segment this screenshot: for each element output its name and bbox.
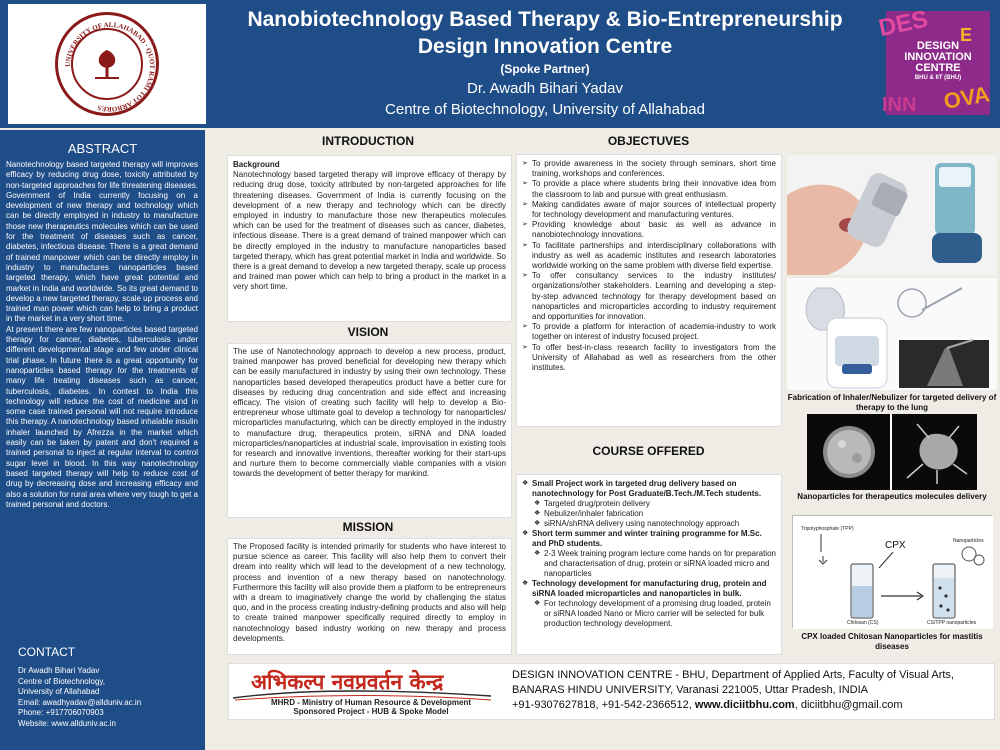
objective-item: ➢ To facilitate partnerships and interdisciplinary collaborations with industry as well as academic institutes and research laboratories worldwide working on the same problem with diverse field expertise. [522,241,776,272]
introduction-text: Nanotechnology based targeted therapy will improve efficacy of therapy by reducing drug dose, toxicity attributed by non-targeted approaches for life threatening diseases. Government of India is currently focusing on the development of a new therapy and technology which can be directly employed in industry to manufacture those new therapeutics molecules which can be used for the treatment of diseases such as cancer, diabetes, infectious disease. There is a great demand of trained manpower which can be directly employed in the industry to manufacture nanoparticles based targeted therapy, which has great potential market in India and worldwide. So there is a great demand to develop a new targeted therapy, scale up process and trained man power which can help to bring a product in the market in a very short time. [233,170,506,292]
course-title: COURSE OFFERED [592,444,705,458]
objective-item: ➢ To offer consultancy services to the industry institutes/ organizations/other stakeholders. Learning and developing a step-by-step advanced technology for therapy development based on nanoparticles and microparticles according to industry requirement and opportunities for innovation. [522,271,776,322]
mhrd-line2: Sponsored Project - HUB & Spoke Model [293,707,449,716]
micrograph-illustration [807,414,977,490]
contact-title: CONTACT [18,645,76,659]
mission-title: MISSION [342,520,394,534]
svg-text:INN: INN [882,94,917,116]
cpx-label: CPX [885,540,906,551]
inhaler-illustration [787,155,997,275]
abstract-title: ABSTRACT [67,141,138,156]
objective-item: ➢ Making candidates aware of major sources of intellectual property for technology development and manufacturing ventures. [522,200,776,220]
footer-website-link[interactable]: www.diciitbhu.com [694,699,795,711]
chitosan-label: Chitosan (CS) [847,620,879,626]
left-column [0,130,205,750]
vision-panel [227,343,512,518]
course-subitem: ❖ 2-3 Week training program lecture come hands on for preparation and characterisation of drug, protein or siRNA loaded micro and nanoparticles [522,549,776,579]
poster-subtitle: Design Innovation Centre [417,35,673,58]
course-item: ❖ Short term summer and winter training programme for M.Sc. and PhD students. [522,529,776,549]
university-logo [8,4,206,124]
footer-panel [228,663,995,720]
dic-logo-line3: CENTRE [915,62,961,74]
contact-centre: Centre of Biotechnology, [18,676,106,686]
cpx-chitosan-diagram [792,515,992,628]
tpp-label: Tripolyphosphate (TPP) [801,526,854,532]
introduction-title: INTRODUCTION [322,134,414,148]
dic-address [512,668,992,713]
spoke-partner-label: (Spoke Partner) [500,62,590,76]
abstract-paragraph-2: At present there are few nanoparticles based targeted therapy for cancer, diabetes, tuberculosis under different developmental stage and few under clinical trial phase. In future there is a great opportunity for nanoparticles based therapy for the treatments of many life treating diseases such as cancer, tuberculosis, diabetes. In contest to India this technology will reduce the cost of medicine and in some case trained personal will not require introduce this therapy. A nanotechnology based inhalable insulin inhaler launched by Afrezza in the market which easily can be taken by patent and don't required a trained personal to inject at regular interval to control sugar level in blood. In this way nanotechnology based targeted therapy will help to reduce cost of drug by decreasing dose and increasing efficacy and also a solution for rural area where very tough to get a trained personal and doctors. [6,324,198,509]
svg-text:UNIVERSITY OF ALLAHABAD · QUOT [64,21,156,113]
course-subitem: ❖ For technology development of a promising drug loaded, protein or siRNA loaded Nano or Micro carrier will be selected for bulk production technology development. [522,599,776,629]
inhaler-caption: Fabrication of Inhaler/Nebulizer for targeted delivery of therapy to the lung [787,393,997,412]
introduction-panel [227,155,512,322]
objectives-title: OBJECTUVES [607,134,690,148]
abstract-text [6,160,198,510]
objective-item: ➢ Providing knowledge about basic as well as advance in nanobiotechnology innovations. [522,220,776,240]
chitosan-process-diagram [793,516,993,629]
contact-details [18,666,141,730]
inhaler-photo [787,155,997,275]
abstract-paragraph-1: Nanotechnology based targeted therapy will improves efficacy by reducing drug dose, toxicity attributed by non-targeted approaches for life threatening diseases. Government of India currently focusing on a development of new therapy and technology which can be directly employed in industry to manufacture those new therapeutics molecules which can be used for the treatment of diseases such as cancer, diabetes, infectious disease. There is a great demand of trained manpower which can be directly employ in industry to manufactures nanoparticles based targeted therapy, which have great potential and market in India and worldwide. So its great demand to develop a new targeted therapy, scale up process and trained man power which can help to bring a product in the market in a very short time. [6,160,198,324]
nanoparticles-caption: Nanoparticles for therapeutics molecules delivery [797,492,987,501]
author-department: Centre of Biotechnology, University of Allahabad [385,101,705,118]
objectives-panel [516,154,782,427]
dic-logo-line1: DESIGN [916,40,960,52]
nanoparticle-micrograph [807,414,977,490]
mhrd-sponsor [251,698,491,716]
contact-university: University of Allahabad [18,687,100,697]
introduction-subheading: Background [233,160,280,169]
contact-website[interactable]: Website: www.allduniv.ac.in [18,718,116,728]
objective-item: ➢ To offer best-in-class research facility to investigators from the University of Allahabad as well as researchers from the other institutes. [522,343,776,374]
dic-logo [876,5,992,116]
svg-text:E: E [960,25,973,45]
nanoparticles-label: Nanoparticles [953,538,984,544]
course-subitem: ❖ siRNA/shRNA delivery using nanotechnology approach [522,519,776,529]
poster-header [0,0,1000,128]
chitosan-caption: CPX loaded Chitosan Nanoparticles for mastitis diseases [801,632,983,651]
address-line3 [512,698,992,713]
introduction-body [233,160,506,293]
course-item: ❖ Small Project work in targeted drug delivery based on nanotechnology for Post Graduate/B.Tech./M.Tech students. [522,479,776,499]
seal-ring [58,15,162,119]
dic-logo-sub: BHU & IIT (BHU) [914,75,962,81]
course-panel [516,474,782,655]
university-seal [55,12,159,116]
course-subitem: ❖ Targeted drug/protein delivery [522,499,776,509]
author-name: Dr. Awadh Bihari Yadav [467,80,623,97]
dic-logo-line2: INNOVATION [904,51,972,63]
header-titles [215,6,875,124]
objective-item: ➢ To provide a place where students bring their innovative idea from the classroom to lab and pursue with great enthusiasm. [522,179,776,199]
mhrd-line1: MHRD - Ministry of Human Resource & Development [270,698,472,707]
course-subitem: ❖ Nebulizer/inhaler fabrication [522,509,776,519]
nebulizer-photo [787,278,997,390]
dic-logo-text [886,41,990,83]
vision-title: VISION [347,325,389,339]
contact-email[interactable]: Email: awadhyadav@allduniv.ac.in [18,697,142,707]
svg-text:DES: DES [876,5,931,43]
dic-hindi-name: अभिकल्प नवप्रवर्तन केन्द्र [251,670,444,694]
contact-phone: Phone: +917706070903 [18,708,104,718]
mission-text: The Proposed facility is intended primarily for students who have interest to pursue science as career. This facility will also help them to convert their dream into reality which will lead to the development of a new technology, process and invention of a new therapy based on nanotechnology. Furthermore this facility will also provide them a platform to be entrepreneurs with a dream to imaginatively change the world by challenging the status quo, and in the process creating industry-defining products and also will help to create trained manpower specifically required directly to employ in nanotechnology based industry working on new therapy and process developments. [233,542,506,643]
footer-email[interactable]: , diciitbhu@gmail.com [794,699,903,711]
nebulizer-illustration [787,278,997,390]
course-item: ❖ Technology development for manufacturing drug, protein and siRNA loaded microparticles and nanoparticles in bulk. [522,579,776,599]
objective-item: ➢ To provide a platform for interaction of academia-industry to work together on interest of industry focused project. [522,322,776,342]
objectives-list [522,159,776,373]
vision-text: The use of Nanotechnology approach to develop a new process, product, trained manpower has proved beneficial for developing new therapy which can be easily manufactured in industry by using their own technology. These nanoparticles based developed therapeutics product have a better cure for diseases by reducing drug concentration and side effect and increasing efficacy. The vision of creating such facility will help to develop a Bio-entrepreneur whose ultimate goal to develop a technology for nanoparticles/ microparticles manufacturing, which can be directly employed in the industry to manufacture drug, therapeutics protein, siRNA and DNA loaded microparticles/nanoparticles at industrial scale, improvisation in existing tools for research and innovative inventions, thereafter working for their start-ups and nurture them to become commercially viable companies with a vision towards the development of better therapy for mankind. [233,347,506,479]
mission-panel [227,538,512,655]
objective-item: ➢ To provide awareness in the society through seminars, short time training, workshops and conferences. [522,159,776,179]
address-line2: BANARAS HINDU UNIVERSITY, Varanasi 221005, Uttar Pradesh, INDIA [512,684,869,696]
poster-title: Nanobiotechnology Based Therapy & Bio-Entrepreneurship [247,8,843,31]
svg-text:OVA: OVA [941,81,992,114]
cs-tpp-label: CS/TPP nanoparticles [927,620,977,626]
contact-name: Dr Awadh Bihari Yadav [18,666,100,675]
address-line1: DESIGN INNOVATION CENTRE - BHU, Department of Applied Arts, Faculty of Visual Arts, [512,669,954,681]
footer-phones: +91-9307627818, +91-542-2366512, [512,699,695,711]
seal-ring-text: UNIVERSITY OF ALLAHABAD · QUOT RAMI TOT ARBORES [63,20,157,114]
